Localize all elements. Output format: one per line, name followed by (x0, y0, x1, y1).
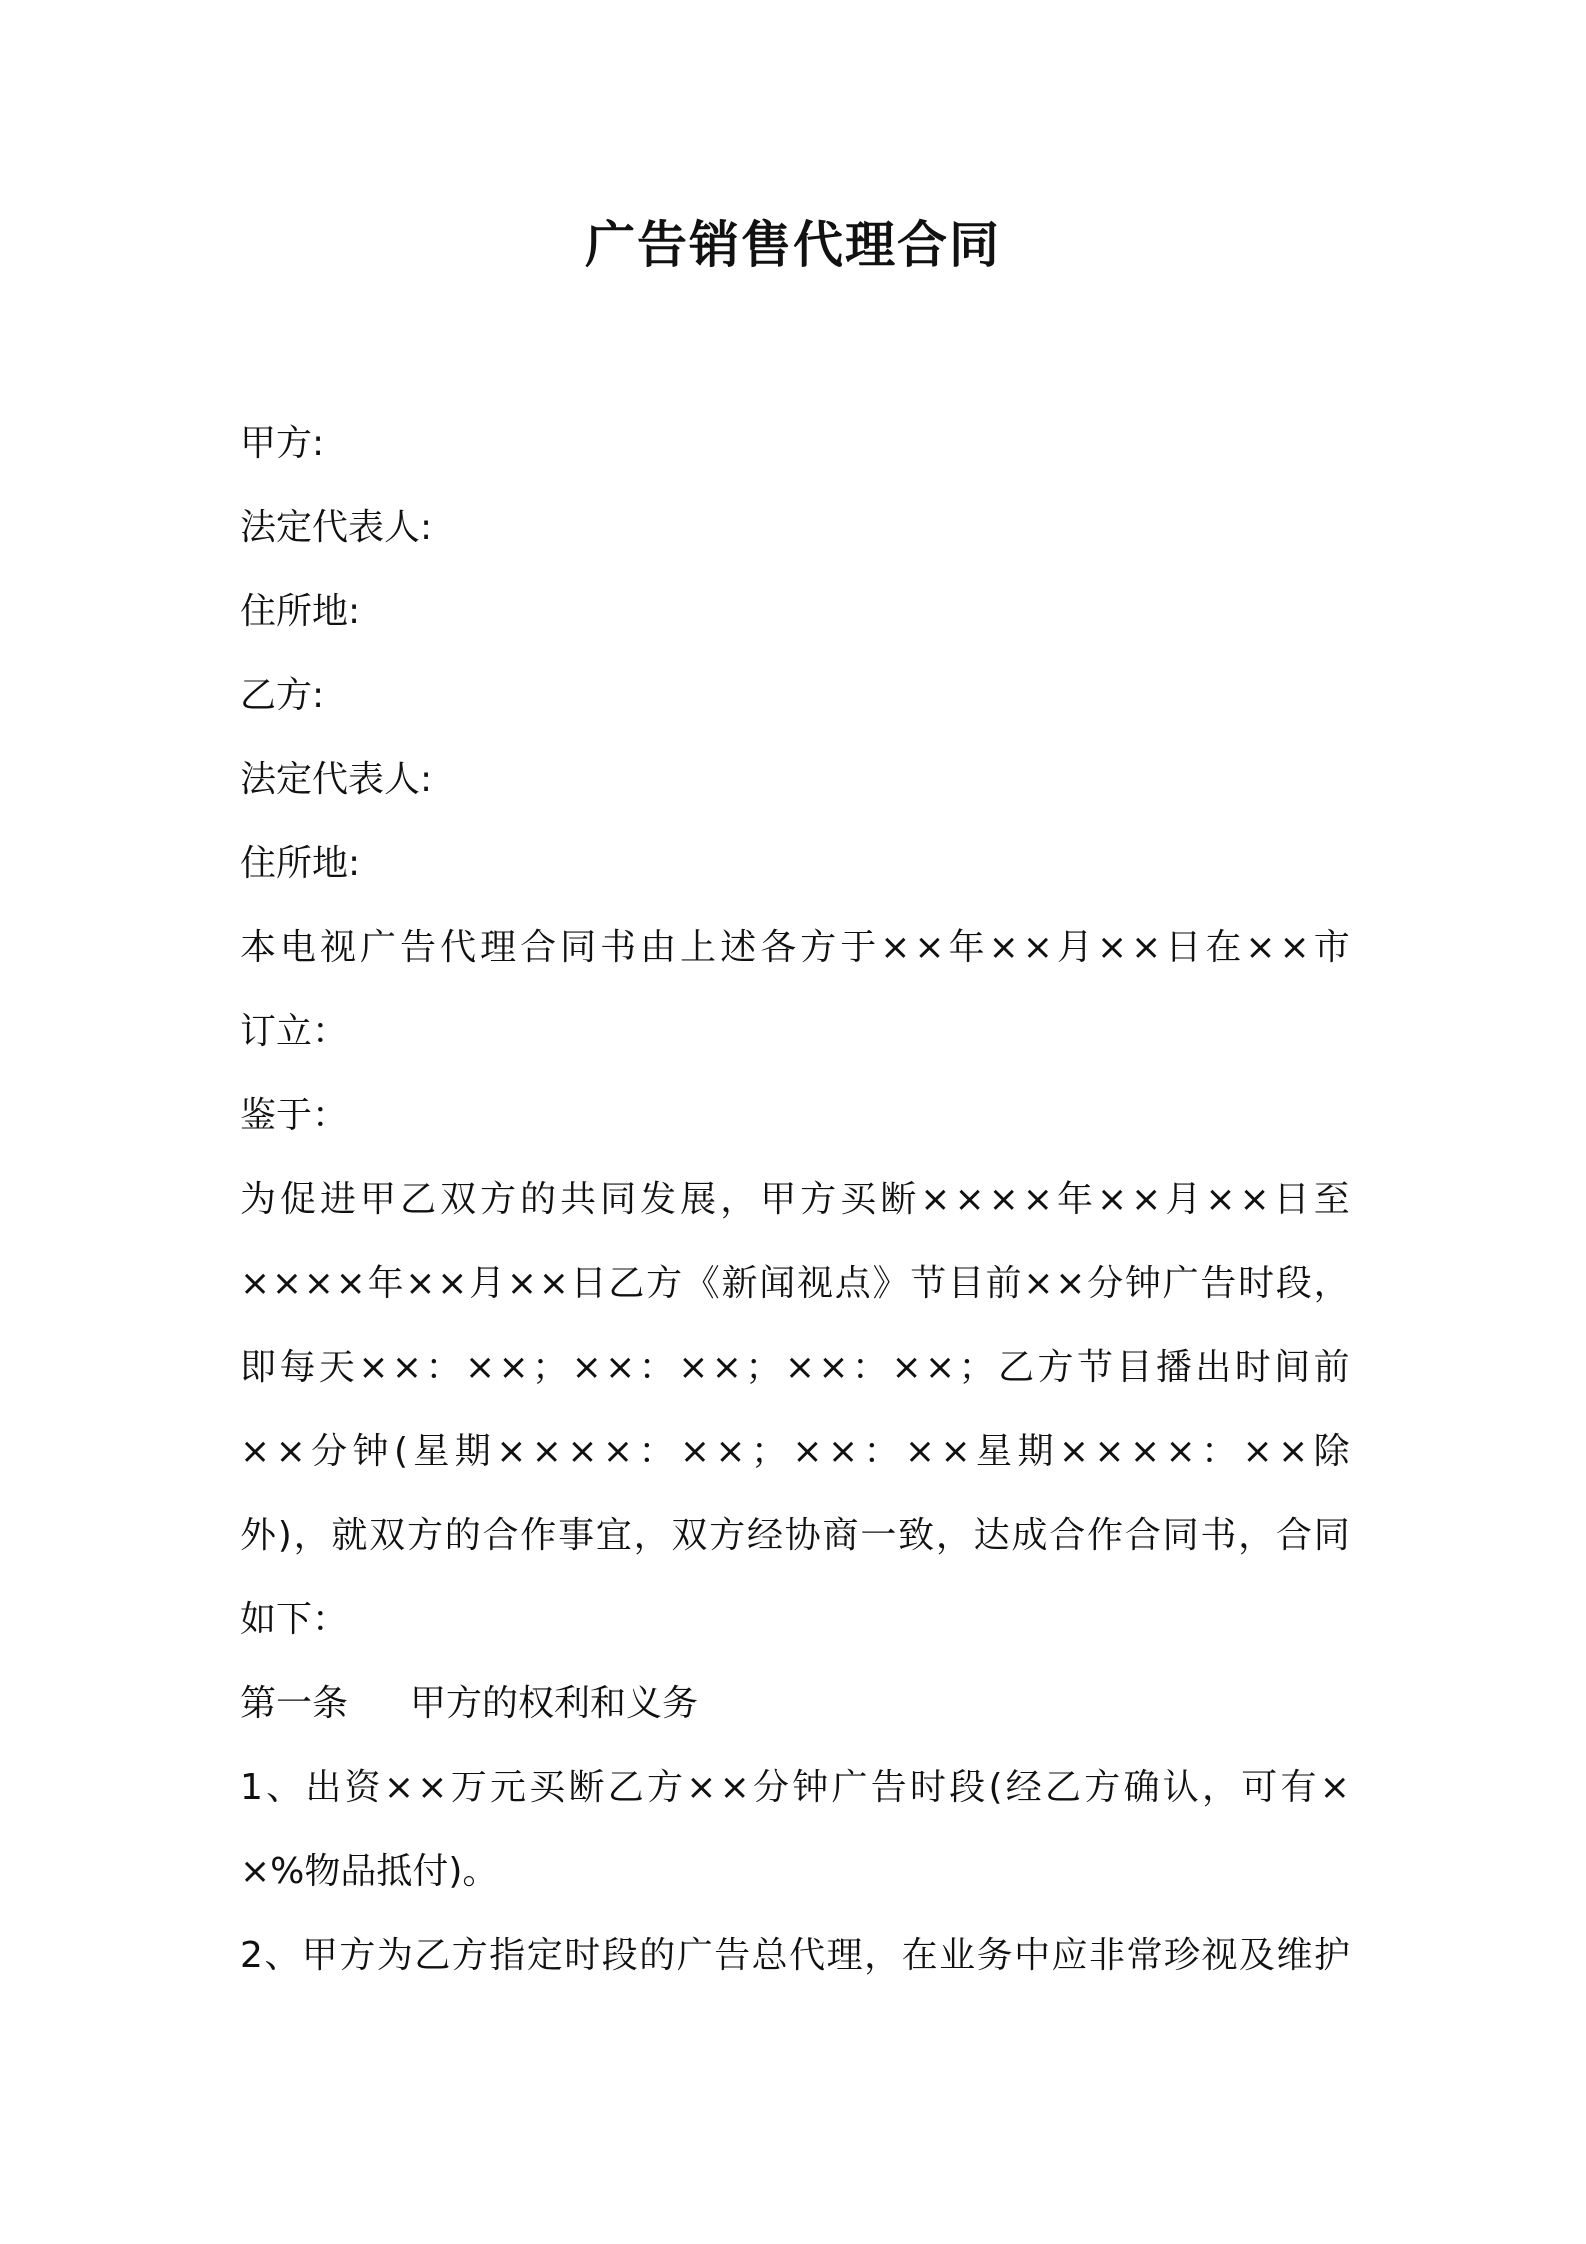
text-char: 节 (910, 1263, 947, 1304)
text-char: 代 (440, 927, 477, 968)
text-char: 双 (369, 1515, 406, 1556)
text-char: 总 (751, 1935, 788, 1976)
text-char: × (464, 1347, 496, 1388)
text-char: 时 (910, 1767, 947, 1808)
text-char: 合 (1124, 1515, 1161, 1556)
text-char: 市 (1313, 927, 1350, 968)
text-char: 在 (1205, 927, 1242, 968)
text-char: ) (277, 1515, 292, 1556)
text-char: 广 (1162, 1263, 1199, 1304)
text-char: 作 (520, 1515, 557, 1556)
text-char: 资 (344, 1767, 381, 1808)
text-char: × (1094, 1431, 1125, 1472)
text-char: 确 (1123, 1767, 1160, 1808)
text-char: 视 (797, 1263, 834, 1304)
text-char: 经 (1005, 1767, 1042, 1808)
text-char: 间 (1274, 1347, 1311, 1388)
text-char: 闻 (759, 1263, 796, 1304)
text-char: 告 (870, 1767, 907, 1808)
text-char: ， (935, 1515, 972, 1556)
text-char: 目 (1116, 1347, 1153, 1388)
text-char: × (1131, 1179, 1162, 1220)
text-char: 新 (721, 1263, 758, 1304)
text-char: 同 (1162, 1515, 1199, 1556)
text-char: 点 (834, 1263, 871, 1304)
text-char: × (1058, 1431, 1090, 1472)
text-char: 至 (1313, 1179, 1350, 1220)
text-char: × (686, 1767, 717, 1808)
text-char: × (417, 1767, 448, 1808)
text-char: × (988, 927, 1019, 968)
text-char: 日 (1165, 927, 1202, 968)
text-char: 乙 (607, 1767, 644, 1808)
text-char: × (602, 1431, 634, 1472)
text-char: 宜 (595, 1515, 632, 1556)
text-char: 分 (311, 1431, 348, 1472)
text-char: 同 (1313, 1515, 1350, 1556)
text-char: × (383, 1767, 415, 1808)
text-char: × (818, 1347, 849, 1388)
text-char: 》 (872, 1263, 909, 1304)
text-char: 维 (1276, 1935, 1313, 1976)
text-char: × (1023, 1263, 1054, 1304)
text-char: 应 (1051, 1935, 1088, 1976)
text-char: 定 (526, 1935, 563, 1976)
text-char: × (784, 1347, 815, 1388)
text-char: 视 (1201, 1935, 1238, 1976)
text-char: 月 (1056, 927, 1093, 968)
text-char: 促 (280, 1179, 317, 1220)
text-char: 期 (454, 1431, 491, 1472)
text-char: 乙 (414, 1935, 451, 1976)
text-char: 乙 (400, 1179, 437, 1220)
text-char: 买 (529, 1767, 566, 1808)
text-char: 合 (1275, 1515, 1312, 1556)
text-char: 年 (948, 927, 985, 968)
party-b-address-label: 住所地: (240, 843, 361, 884)
text-char: 1 (240, 1767, 263, 1808)
text-char: × (1096, 1179, 1128, 1220)
text-char: 理 (826, 1935, 863, 1976)
text-char: 指 (489, 1935, 526, 1976)
text-char: 乙 (1045, 1767, 1082, 1808)
text-char: 电 (280, 927, 317, 968)
text-char: × (1242, 1431, 1273, 1472)
text-char: 方 (339, 1935, 376, 1976)
text-char: × (678, 1347, 709, 1388)
whereas-line-6: 如下： (240, 1599, 349, 1640)
text-char: 方 (1084, 1767, 1121, 1808)
whereas-line-3 (240, 1326, 1350, 1410)
text-char: 元 (489, 1767, 526, 1808)
text-char: 告 (400, 927, 437, 968)
text-char: 务 (976, 1935, 1013, 1976)
text-char: × (1131, 927, 1162, 968)
text-char: × (571, 1347, 602, 1388)
text-char: 共 (560, 1179, 597, 1220)
text-char: 年 (367, 1263, 404, 1304)
text-char: 段 (1275, 1263, 1312, 1304)
text-char: 的 (639, 1935, 676, 1976)
text-char: 书 (600, 927, 637, 968)
text-char: 方 (451, 1935, 488, 1976)
text-char: × (880, 927, 911, 968)
text-char: 有 (1280, 1767, 1317, 1808)
text-char: 一 (860, 1515, 897, 1556)
text-char: × (920, 1179, 951, 1220)
text-char: 买 (840, 1179, 877, 1220)
text-char: 业 (939, 1935, 976, 1976)
text-char: ： (863, 1431, 900, 1472)
text-char: × (891, 1347, 922, 1388)
text-char: 2 (240, 1935, 263, 1976)
text-char: 上 (680, 927, 717, 968)
text-char: ， (1202, 1767, 1239, 1808)
whereas-line-4 (240, 1410, 1350, 1494)
text-char: × (792, 1431, 823, 1472)
text-char: 段 (601, 1935, 638, 1976)
text-char: 方 (709, 1515, 746, 1556)
text-char: 目 (947, 1263, 984, 1304)
text-char: 播 (1155, 1347, 1192, 1388)
text-char: 、 (266, 1767, 303, 1808)
text-char: 为 (376, 1935, 413, 1976)
preamble-line-1 (240, 906, 1350, 990)
text-char: ， (864, 1935, 901, 1976)
text-char: ， (633, 1515, 670, 1556)
text-char: 钟 (1124, 1263, 1161, 1304)
text-char: 除 (1313, 1431, 1350, 1472)
text-char: × (1096, 927, 1128, 968)
text-char: 致 (898, 1515, 935, 1556)
text-char: 由 (640, 927, 677, 968)
text-char: ； (750, 1431, 787, 1472)
text-char: × (1245, 927, 1276, 968)
text-char: × (1055, 1263, 1086, 1304)
text-char: 断 (568, 1767, 605, 1808)
text-char: × (405, 1263, 436, 1304)
text-char: 告 (714, 1935, 751, 1976)
text-char: 告 (1200, 1263, 1237, 1304)
clause-2-line-1 (240, 1914, 1350, 1998)
text-char: 就 (331, 1515, 368, 1556)
text-char: 展 (680, 1179, 717, 1220)
text-char: 各 (760, 927, 797, 968)
party-a-address-label: 住所地: (240, 591, 361, 632)
party-b-representative-label: 法定代表人: (240, 759, 433, 800)
text-char: × (1022, 927, 1053, 968)
text-char: × (496, 1431, 527, 1472)
text-char: 广 (360, 927, 397, 968)
text-char: × (679, 1431, 711, 1472)
clause-1-line-2: ×%物品抵付)。 (240, 1851, 499, 1892)
text-char: × (1022, 1179, 1053, 1220)
party-b-label: 乙方: (240, 675, 325, 716)
text-char: 合 (482, 1515, 519, 1556)
party-a-representative-label: 法定代表人: (240, 507, 433, 548)
text-char: 前 (985, 1263, 1022, 1304)
text-char: × (914, 927, 945, 968)
text-char: 日 (570, 1263, 607, 1304)
text-char: × (358, 1347, 389, 1388)
text-char: ： (638, 1431, 675, 1472)
text-char: × (240, 1263, 271, 1304)
text-char: 节 (1076, 1347, 1113, 1388)
text-char: 分 (1087, 1263, 1124, 1304)
text-char: 双 (671, 1515, 708, 1556)
text-char: ， (1238, 1515, 1275, 1556)
text-char: 同 (600, 1179, 637, 1220)
text-char: 《 (683, 1263, 720, 1304)
text-char: × (275, 1431, 306, 1472)
text-char: 达 (973, 1515, 1010, 1556)
text-char: 合 (1049, 1515, 1086, 1556)
text-char: 月 (1165, 1179, 1202, 1220)
text-char: 出 (1195, 1347, 1232, 1388)
text-char: 方 (800, 1179, 837, 1220)
text-char: 钟 (792, 1767, 829, 1808)
text-char: 代 (789, 1935, 826, 1976)
text-char: 方 (800, 927, 837, 968)
text-char: ( (988, 1767, 1003, 1808)
text-char: × (506, 1263, 537, 1304)
text-char: 年 (1056, 1179, 1093, 1220)
text-char: 经 (746, 1515, 783, 1556)
text-char: 珍 (1164, 1935, 1201, 1976)
text-char: 视 (320, 927, 357, 968)
text-char: 方 (480, 1179, 517, 1220)
text-char: 为 (240, 1179, 277, 1220)
whereas-line-5 (240, 1494, 1350, 1578)
text-char: 前 (1313, 1347, 1350, 1388)
text-char: 成 (1011, 1515, 1048, 1556)
article-1-heading (240, 1662, 1350, 1746)
text-char: 乙 (998, 1347, 1035, 1388)
text-char: × (925, 1347, 956, 1388)
text-char: 甲 (301, 1935, 338, 1976)
text-char: 书 (1200, 1515, 1237, 1556)
text-char: ； (532, 1347, 569, 1388)
text-char: × (827, 1431, 859, 1472)
text-char: ， (293, 1515, 330, 1556)
text-char: 的 (520, 1179, 557, 1220)
text-char: 同 (560, 927, 597, 968)
text-char: × (1165, 1431, 1196, 1472)
text-char: ： (1201, 1431, 1238, 1472)
text-char: ： (638, 1347, 675, 1388)
text-char: 出 (305, 1767, 342, 1808)
text-char: 广 (676, 1935, 713, 1976)
text-char: 钟 (352, 1431, 389, 1472)
text-char: × (240, 1431, 271, 1472)
text-char: × (1205, 1179, 1236, 1220)
text-char: 甲 (760, 1179, 797, 1220)
text-char: 协 (784, 1515, 821, 1556)
text-char: 星 (976, 1431, 1013, 1472)
text-char: × (538, 1263, 569, 1304)
text-char: 方 (406, 1515, 443, 1556)
document-body (240, 402, 1350, 1998)
text-char: ， (1313, 1263, 1350, 1304)
text-char: 进 (320, 1179, 357, 1220)
text-char: 甲 (360, 1179, 397, 1220)
text-char: × (1129, 1431, 1161, 1472)
text-char: 护 (1313, 1935, 1350, 1976)
text-char: × (719, 1767, 750, 1808)
text-char: 本 (240, 927, 277, 968)
text-char: ， (720, 1179, 757, 1220)
text-char: 发 (640, 1179, 677, 1220)
text-char: 中 (1014, 1935, 1051, 1976)
whereas-label: 鉴于： (240, 1095, 349, 1136)
text-char: × (567, 1431, 598, 1472)
text-char: 时 (1234, 1347, 1271, 1388)
text-char: 断 (880, 1179, 917, 1220)
text-char: 认 (1162, 1767, 1199, 1808)
text-char: 方 (1037, 1347, 1074, 1388)
text-char: 星 (413, 1431, 450, 1472)
text-char: × (904, 1431, 936, 1472)
text-char: 万 (450, 1767, 487, 1808)
text-char: 商 (822, 1515, 859, 1556)
text-char: 常 (1126, 1935, 1163, 1976)
text-char: × (715, 1431, 746, 1472)
text-char: 段 (949, 1767, 986, 1808)
text-char: 可 (1241, 1767, 1278, 1808)
text-char: × (531, 1431, 562, 1472)
text-char: × (271, 1263, 303, 1304)
text-char: × (498, 1347, 529, 1388)
text-char: × (988, 1179, 1019, 1220)
text-char: 时 (564, 1935, 601, 1976)
text-char: 月 (469, 1263, 506, 1304)
text-char: × (303, 1263, 334, 1304)
text-char: × (711, 1347, 742, 1388)
text-char: × (1239, 1179, 1270, 1220)
text-char: 理 (480, 927, 517, 968)
text-char: 非 (1089, 1935, 1126, 1976)
text-char: ； (745, 1347, 782, 1388)
text-char: 期 (1017, 1431, 1054, 1472)
text-char: × (437, 1263, 468, 1304)
text-char: × (1319, 1767, 1350, 1808)
text-char: ： (425, 1347, 462, 1388)
text-char: 事 (558, 1515, 595, 1556)
text-char: 述 (720, 927, 757, 968)
party-a-label: 甲方: (240, 423, 325, 464)
text-char: 广 (831, 1767, 868, 1808)
clause-1-line-1 (240, 1746, 1350, 1830)
article-1-number: 第一条 (240, 1683, 349, 1724)
article-1-title: 甲方的权利和义务 (410, 1683, 699, 1724)
text-char: 每 (279, 1347, 316, 1388)
text-char: 双 (440, 1179, 477, 1220)
text-char: ； (958, 1347, 995, 1388)
text-char: × (954, 1179, 985, 1220)
text-char: × (391, 1347, 423, 1388)
preamble-line-2: 订立： (240, 1011, 349, 1052)
text-char: × (605, 1347, 636, 1388)
text-char: × (335, 1263, 366, 1304)
text-char: 日 (1273, 1179, 1310, 1220)
text-char: 分 (753, 1767, 790, 1808)
text-char: 乙 (608, 1263, 645, 1304)
text-char: ： (852, 1347, 889, 1388)
text-char: 外 (240, 1515, 277, 1556)
text-char: 方 (646, 1767, 683, 1808)
text-char: 及 (1238, 1935, 1275, 1976)
text-char: 在 (901, 1935, 938, 1976)
text-char: 即 (240, 1347, 277, 1388)
text-char: ( (393, 1431, 408, 1472)
text-char: × (1279, 927, 1310, 968)
whereas-line-2 (240, 1242, 1350, 1326)
text-char: 于 (840, 927, 877, 968)
text-char: × (1278, 1431, 1309, 1472)
text-char: 合 (520, 927, 557, 968)
text-char: 时 (1238, 1263, 1275, 1304)
text-char: 作 (1087, 1515, 1124, 1556)
text-char: 方 (646, 1263, 683, 1304)
text-char: 、 (264, 1935, 301, 1976)
text-char: 的 (444, 1515, 481, 1556)
document-title: 广告销售代理合同 (585, 216, 1001, 274)
text-char: 天 (318, 1347, 355, 1388)
whereas-line-1 (240, 1158, 1350, 1242)
text-char: × (940, 1431, 971, 1472)
